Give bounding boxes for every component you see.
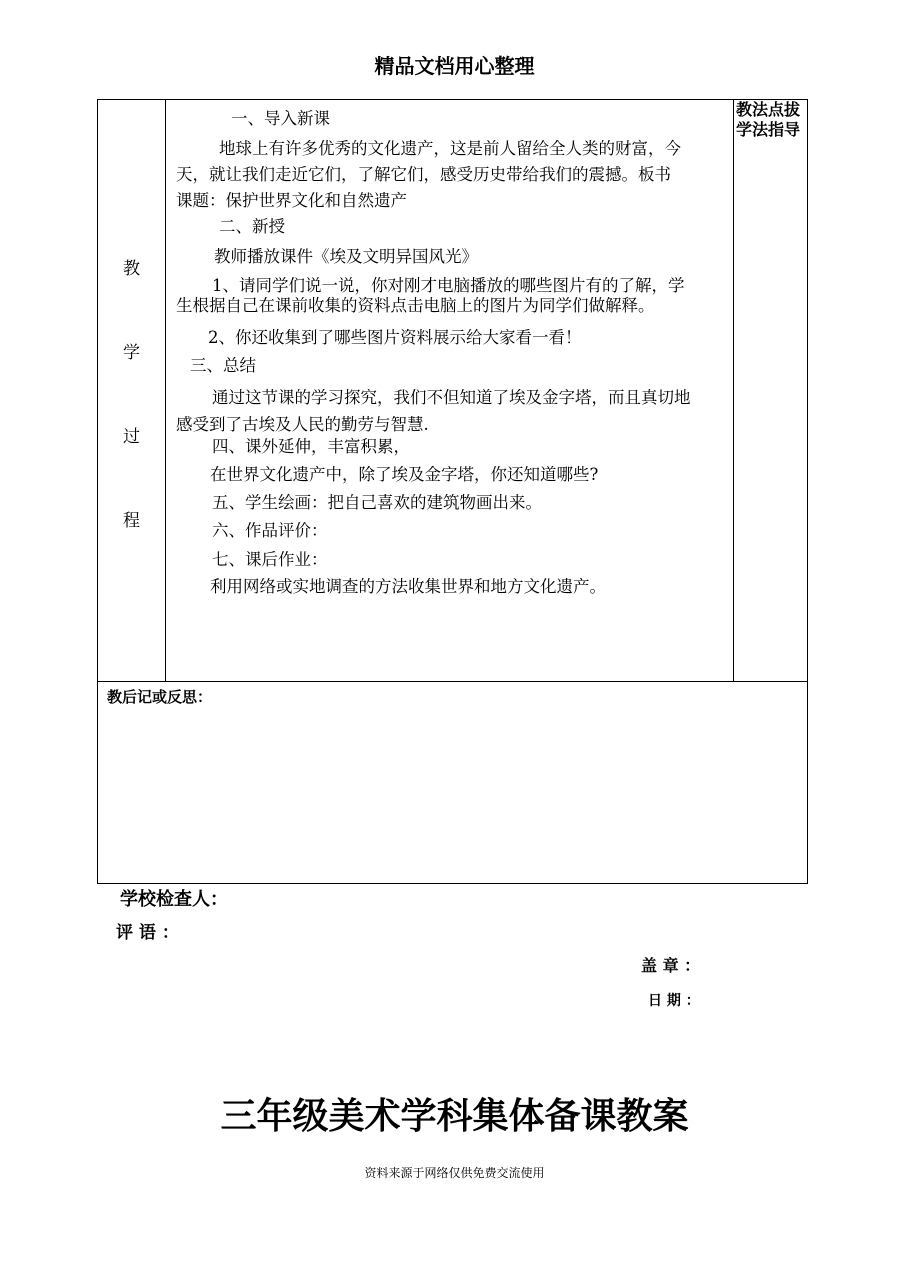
table-border-bottom — [97, 883, 808, 884]
content-line: 课题：保护世界文化和自然遗产 — [176, 191, 407, 210]
content-line: 生根据自己在课前收集的资料点击电脑上的图片为同学们做解释。 — [176, 296, 655, 315]
content-line: 2、你还收集到了哪些图片资料展示给大家看一看！ — [208, 328, 582, 347]
page-header-title: 精品文档用心整理 — [374, 54, 535, 78]
section-heading: 二、新授 — [219, 217, 285, 236]
table-border-right — [807, 99, 808, 884]
method-guidance-header — [736, 100, 800, 140]
table-border-left — [97, 99, 98, 884]
method-header-line: 学法指导 — [736, 120, 801, 139]
content-line: 地球上有许多优秀的文化遗产，这是前人留给全人类的财富，今 — [219, 139, 681, 158]
section-heading: 一、导入新课 — [231, 109, 330, 128]
content-line: 利用网络或实地调查的方法收集世界和地方文化遗产。 — [210, 577, 606, 596]
source-note: 资料来源于网络仅供免费交流使用 — [364, 1166, 545, 1180]
section-heading: 四、课外延伸，丰富积累， — [212, 437, 410, 456]
content-line: 教师播放课件《埃及文明异国风光》 — [214, 247, 478, 266]
side-label-char: 程 — [123, 511, 140, 531]
section-heading: 七、课后作业： — [212, 550, 328, 569]
comment-label: 评 语 ： — [116, 923, 179, 943]
side-label-char: 过 — [123, 427, 140, 447]
section-heading: 三、总结 — [190, 356, 256, 375]
section-heading: 五、学生绘画：把自己喜欢的建筑物画出来。 — [212, 493, 542, 512]
date-label: 日 期 ： — [648, 993, 700, 1009]
seal-label: 盖 章 ： — [641, 956, 701, 975]
content-line: 通过这节课的学习探究，我们不但知道了埃及金字塔，而且真切地 — [212, 388, 691, 407]
table-row-divider — [97, 681, 808, 682]
table-border-top — [97, 99, 808, 100]
table-col-divider-1 — [165, 99, 166, 681]
side-label-char: 学 — [123, 343, 140, 363]
method-header-line: 教法点拔 — [736, 100, 801, 119]
content-line: 在世界文化遗产中，除了埃及金字塔，你还知道哪些? — [210, 465, 599, 484]
side-label-char: 教 — [123, 259, 140, 279]
content-line: 1、请同学们说一说，你对刚才电脑播放的哪些图片有的了解，学 — [212, 276, 685, 295]
next-document-title: 三年级美术学科集体备课教案 — [220, 1096, 689, 1137]
checker-label: 学校检查人： — [120, 889, 228, 910]
content-line: 天，就让我们走近它们，了解它们，感受历史带给我们的震撼。板书 — [176, 165, 671, 184]
section-heading: 六、作品评价： — [212, 521, 328, 540]
reflection-label: 教后记或反思： — [107, 688, 213, 706]
table-col-divider-2 — [733, 99, 734, 681]
content-line: 感受到了古埃及人民的勤劳与智慧. — [176, 415, 429, 434]
